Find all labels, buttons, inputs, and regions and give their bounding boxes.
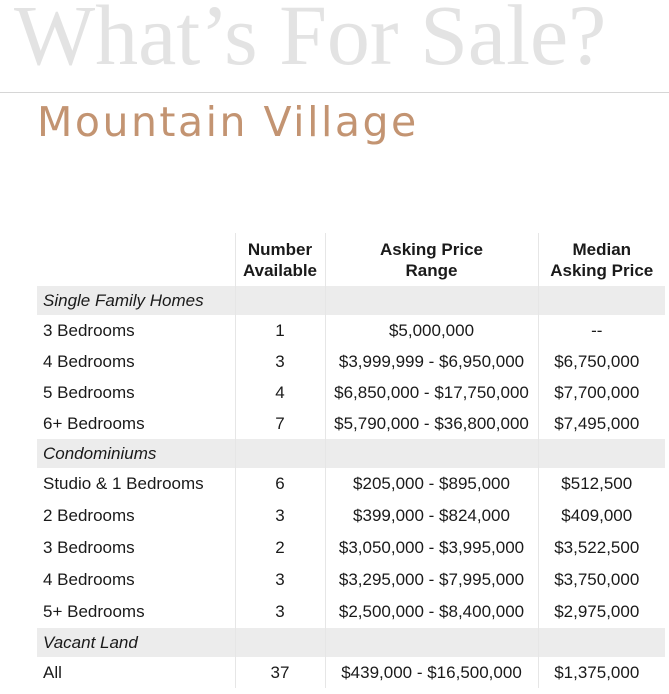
cell-median: $3,750,000 — [538, 564, 665, 596]
table-row — [37, 408, 665, 439]
cell-number: 2 — [235, 532, 325, 564]
header-number-line2: Available — [242, 260, 318, 280]
cell-number: 3 — [235, 596, 325, 628]
table-row — [37, 532, 665, 564]
section-cell-empty — [325, 439, 538, 468]
cell-range: $3,999,999 - $6,950,000 — [325, 346, 538, 377]
section-cell-empty — [538, 439, 665, 468]
table-header-row — [37, 233, 665, 286]
cell-number: 1 — [235, 315, 325, 346]
section-cell-empty — [235, 628, 325, 657]
cell-range: $205,000 - $895,000 — [325, 468, 538, 500]
cell-number: 3 — [235, 564, 325, 596]
cell-range: $2,500,000 - $8,400,000 — [325, 596, 538, 628]
section-label: Condominiums — [37, 439, 235, 468]
header-number-available — [235, 233, 325, 286]
cell-type: 4 Bedrooms — [43, 351, 135, 371]
section-label: Single Family Homes — [37, 286, 235, 315]
header-range-line1: Asking Price — [380, 239, 483, 259]
cell-range: $5,000,000 — [325, 315, 538, 346]
cell-median: $7,700,000 — [538, 377, 665, 408]
section-cell-empty — [538, 628, 665, 657]
section-cell-empty — [538, 286, 665, 315]
cell-number: 6 — [235, 468, 325, 500]
cell-number: 4 — [235, 377, 325, 408]
table-row — [37, 468, 665, 500]
cell-type: 5+ Bedrooms — [43, 602, 145, 621]
section-row-vacant-land — [37, 628, 665, 657]
cell-median: -- — [538, 315, 665, 346]
cell-range: $6,850,000 - $17,750,000 — [325, 377, 538, 408]
cell-range: $5,790,000 - $36,800,000 — [325, 408, 538, 439]
table-row — [37, 346, 665, 377]
for-sale-table — [37, 233, 665, 688]
section-cell-empty — [235, 286, 325, 315]
table-row — [37, 315, 665, 346]
cell-median: $7,495,000 — [538, 408, 665, 439]
cell-type: Studio & 1 Bedrooms — [43, 474, 204, 493]
cell-range: $439,000 - $16,500,000 — [325, 657, 538, 688]
page-title: What’s For Sale? — [14, 0, 607, 83]
table-row — [37, 377, 665, 408]
section-row-single-family — [37, 286, 665, 315]
cell-median: $409,000 — [538, 500, 665, 532]
header-type — [37, 233, 235, 286]
header-range-line2: Range — [405, 260, 458, 280]
section-cell-empty — [325, 286, 538, 315]
table-row — [37, 564, 665, 596]
cell-number: 37 — [235, 657, 325, 688]
cell-number: 3 — [235, 346, 325, 377]
header-divider — [0, 92, 669, 93]
table-row — [37, 500, 665, 532]
cell-range: $3,295,000 - $7,995,000 — [325, 564, 538, 596]
cell-type: 3 Bedrooms — [43, 320, 135, 340]
header-asking-price-range — [325, 233, 538, 286]
header-median-line1: Median — [572, 239, 632, 259]
cell-number: 7 — [235, 408, 325, 439]
cell-range: $399,000 - $824,000 — [325, 500, 538, 532]
cell-type: 6+ Bedrooms — [43, 413, 145, 433]
table-row — [37, 657, 665, 688]
cell-number: 3 — [235, 500, 325, 532]
cell-type: 2 Bedrooms — [43, 506, 135, 525]
section-row-condominiums — [37, 439, 665, 468]
section-label: Vacant Land — [37, 628, 235, 657]
section-cell-empty — [325, 628, 538, 657]
cell-median: $1,375,000 — [538, 657, 665, 688]
cell-median: $2,975,000 — [538, 596, 665, 628]
cell-type: 4 Bedrooms — [43, 570, 135, 589]
page-subtitle: Mountain Village — [37, 98, 419, 146]
cell-median: $6,750,000 — [538, 346, 665, 377]
header-number-line1: Number — [247, 239, 313, 259]
cell-range: $3,050,000 - $3,995,000 — [325, 532, 538, 564]
cell-median: $512,500 — [538, 468, 665, 500]
cell-median: $3,522,500 — [538, 532, 665, 564]
section-cell-empty — [235, 439, 325, 468]
cell-type: 3 Bedrooms — [43, 538, 135, 557]
table-row — [37, 596, 665, 628]
header-median-asking-price — [538, 233, 665, 286]
cell-type: 5 Bedrooms — [43, 382, 135, 402]
cell-type: All — [43, 662, 62, 682]
header-median-line2: Asking Price — [550, 260, 654, 280]
